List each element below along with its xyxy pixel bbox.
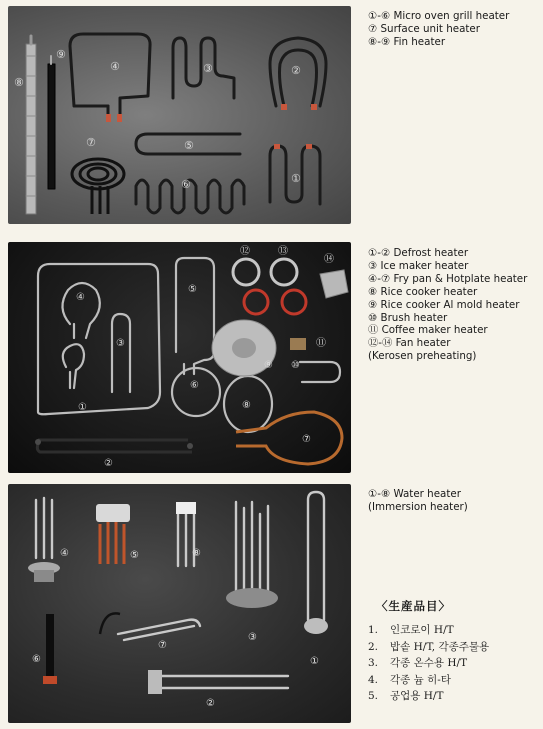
legend-line: ⑧ Rice cooker heater <box>368 285 478 298</box>
marker-8: ⑧ <box>14 76 24 89</box>
marker-5: ⑤ <box>130 550 139 561</box>
marker-3: ③ <box>203 62 213 75</box>
marker-9: ⑨ <box>56 48 66 61</box>
legend-grill-heaters <box>368 10 509 49</box>
marker-3: ③ <box>248 632 257 643</box>
marker-4: ④ <box>60 548 69 559</box>
legend-line: (Kerosen preheating) <box>368 350 477 363</box>
marker-14: ⑭ <box>324 254 334 265</box>
marker-7: ⑦ <box>158 640 167 651</box>
legend-line: ⑦ Surface unit heater <box>368 22 481 35</box>
legend-line: ⑩ Brush heater <box>368 311 448 324</box>
legend-line: ①-② Defrost heater <box>368 247 469 259</box>
marker-11: ⑪ <box>316 338 326 349</box>
photo-panel-appliance-heaters <box>8 242 351 473</box>
marker-3: ③ <box>116 338 125 349</box>
list-item: 5. 공업용 H/T <box>368 690 444 702</box>
grill-heaters-photo <box>8 6 351 224</box>
marker-12: ⑫ <box>240 246 250 257</box>
marker-7: ⑦ <box>302 434 311 445</box>
marker-13: ⑬ <box>278 246 288 257</box>
marker-5: ⑤ <box>188 284 197 295</box>
legend-line: ⑨ Rice cooker Al mold heater <box>368 298 520 311</box>
product-list-title: 〈生産品目〉 <box>376 599 451 613</box>
marker-10: ⑩ <box>291 360 300 371</box>
legend-line: ④-⑦ Fry pan & Hotplate heater <box>368 272 528 285</box>
marker-5: ⑤ <box>184 139 194 152</box>
marker-4: ④ <box>110 60 120 73</box>
legend-line: ①-⑥ Micro oven grill heater <box>368 10 510 22</box>
legend-appliance-heaters <box>368 247 527 363</box>
marker-1: ① <box>291 172 301 185</box>
photo-panel-grill-heaters <box>8 6 351 224</box>
appliance-heaters-photo <box>8 242 351 473</box>
marker-8: ⑧ <box>192 548 201 559</box>
marker-9: ⑨ <box>264 360 273 371</box>
marker-2: ② <box>291 64 301 77</box>
product-list <box>368 598 538 705</box>
list-item: 4. 각종 늄 히-타 <box>368 673 451 686</box>
photo-panel-water-heaters <box>8 484 351 723</box>
marker-1: ① <box>310 656 319 667</box>
marker-4: ④ <box>76 292 85 303</box>
list-item: 2. 밥솥 H/T, 각종주물용 <box>368 640 490 653</box>
marker-1: ① <box>78 402 87 413</box>
marker-7: ⑦ <box>86 136 96 149</box>
list-item: 3. 각종 온수용 H/T <box>368 657 468 669</box>
legend-line: ⑫-⑭ Fan heater <box>368 337 451 350</box>
legend-line: ⑪ Coffee maker heater <box>368 324 488 337</box>
marker-6: ⑥ <box>190 380 199 391</box>
marker-6: ⑥ <box>181 178 191 191</box>
water-heaters-photo <box>8 484 351 723</box>
marker-6: ⑥ <box>32 654 41 665</box>
marker-8: ⑧ <box>242 400 251 411</box>
marker-2: ② <box>206 698 215 709</box>
legend-line: (Immersion heater) <box>368 500 468 513</box>
marker-2: ② <box>104 458 113 469</box>
legend-line: ⑧-⑨ Fin heater <box>368 35 446 48</box>
legend-water-heaters <box>368 488 468 514</box>
legend-line: ①-⑧ Water heater <box>368 488 461 500</box>
list-item: 1. 인코로이 H/T <box>368 624 454 636</box>
legend-line: ③ Ice maker heater <box>368 259 469 272</box>
